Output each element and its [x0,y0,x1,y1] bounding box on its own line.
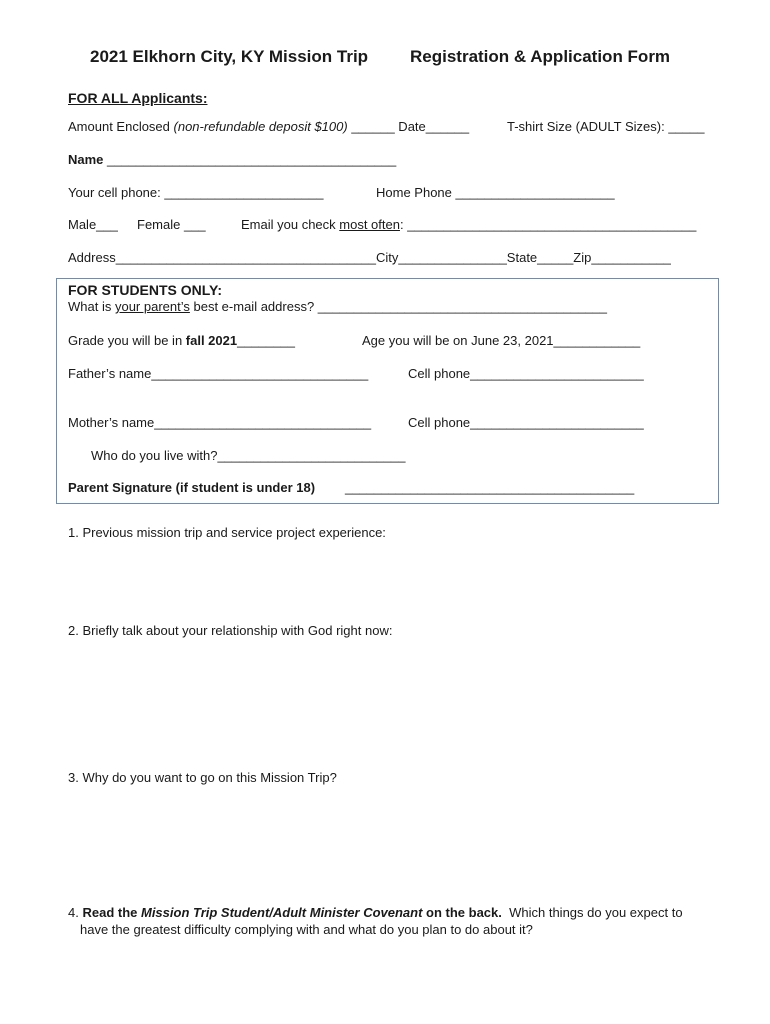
question-4 [68,906,683,919]
parent-signature-label: Parent Signature (if student is under 18) [68,480,316,495]
question-4-bold-a: Read the [82,905,141,920]
parent-email-blank: best e-mail address? ________________________________________ [189,299,607,314]
parent-email-emphasis: your parent’s [114,299,190,314]
question-4-rest: Which things do you expect to [501,905,683,920]
amount-note: (non-refundable deposit $100) [173,119,348,134]
female-field: Female ___ [137,217,206,232]
parent-email-prefix: What is [68,299,115,314]
father-cell-field: Cell phone________________________ [408,366,644,381]
grade-field [68,334,295,347]
father-name-field: Father’s name______________________________ [68,366,369,381]
amount-label: Amount Enclosed [68,119,174,134]
mother-name-field: Mother’s name______________________________ [68,415,372,430]
form-title-left: 2021 Elkhorn City, KY Mission Trip [90,47,369,66]
email-prefix: Email you check [241,217,340,232]
live-with-field: Who do you live with?__________________________ [91,448,406,463]
question-1: 1. Previous mission trip and service project experience: [68,525,386,540]
tshirt-size-field: T-shirt Size (ADULT Sizes): _____ [507,119,705,134]
amount-date-blank: ______ Date______ [347,119,470,134]
all-applicants-heading: FOR ALL Applicants: [68,90,208,106]
amount-enclosed-field [68,120,469,133]
parent-signature-blank: ________________________________________ [345,480,635,495]
name-field [68,153,396,166]
grade-prefix: Grade you will be in [68,333,186,348]
address-field: Address____________________________________City_______________State_____Zip___________ [68,250,671,265]
email-emphasis: most often [339,217,400,232]
question-3: 3. Why do you want to go on this Mission Trip? [68,770,337,785]
cell-phone-field: Your cell phone: ______________________ [68,185,324,200]
male-field: Male___ [68,217,118,232]
name-label: Name [68,152,104,167]
email-field [241,218,696,231]
parent-email-field [68,300,607,313]
question-4-number: 4. [68,905,83,920]
mother-cell-field: Cell phone________________________ [408,415,644,430]
students-heading: FOR STUDENTS ONLY: [68,282,223,298]
question-2: 2. Briefly talk about your relationship with God right now: [68,623,393,638]
form-title-right: Registration & Application Form [410,47,671,66]
grade-blank: ________ [237,333,295,348]
home-phone-field: Home Phone ______________________ [376,185,615,200]
question-4-covenant: Mission Trip Student/Adult Minister Covenant [140,905,423,920]
question-4-bold-b: on the back. [422,905,502,920]
email-blank: : ________________________________________ [399,217,697,232]
age-field: Age you will be on June 23, 2021____________ [362,333,641,348]
grade-bold: fall 2021 [185,333,238,348]
question-4-line-2: have the greatest difficulty complying with and what do you plan to do about it? [80,922,533,937]
name-blank: ________________________________________ [103,152,397,167]
